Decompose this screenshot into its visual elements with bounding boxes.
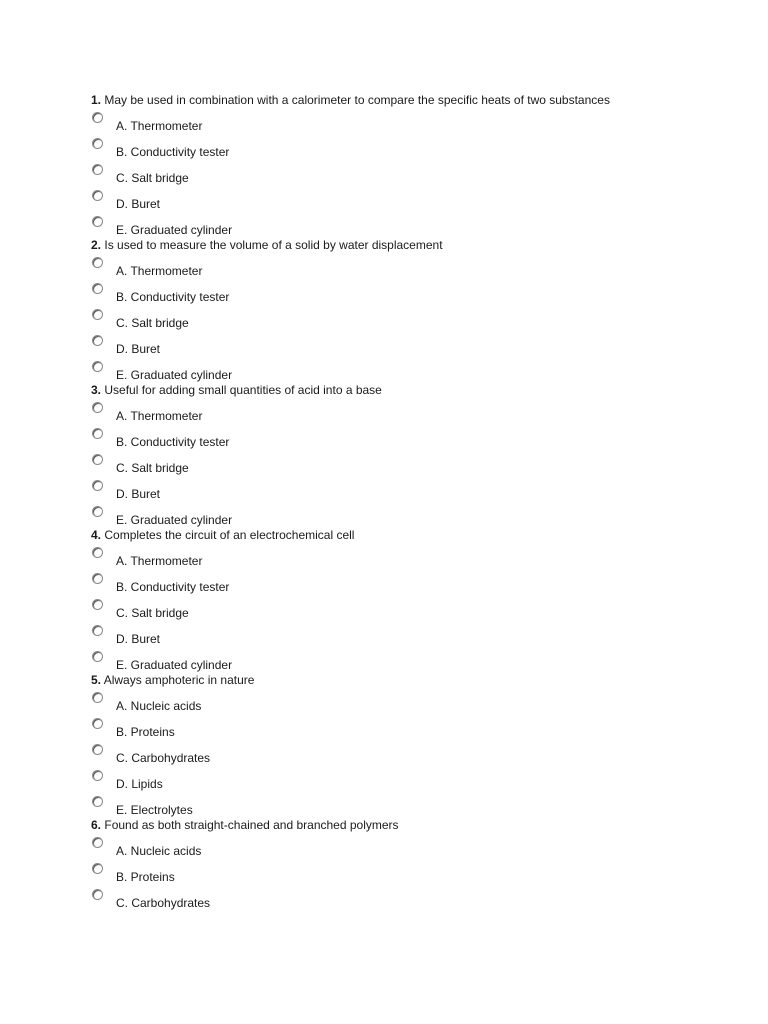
question-text: Useful for adding small quantities of acid into a base <box>104 383 382 397</box>
question-4-option-b-radio[interactable] <box>92 573 103 584</box>
question-1-option-a-label[interactable]: A. Thermometer <box>116 119 203 133</box>
question-2-option-a-label[interactable]: A. Thermometer <box>116 264 203 278</box>
question-number: 6. <box>91 818 102 832</box>
question-1-option-a-radio[interactable] <box>92 112 103 123</box>
question-1-option-b-radio[interactable] <box>92 138 103 149</box>
question-4-prompt <box>91 528 354 542</box>
question-number: 3. <box>91 383 102 397</box>
question-2-option-e-radio[interactable] <box>92 361 103 372</box>
question-3-option-e-radio[interactable] <box>92 506 103 517</box>
question-number: 2. <box>91 238 102 252</box>
question-text: May be used in combination with a calorimeter to compare the specific heats of two substances <box>104 93 610 107</box>
question-number: 5. <box>91 673 102 687</box>
question-1-option-d-label[interactable]: D. Buret <box>116 197 161 211</box>
question-3-option-d-radio[interactable] <box>92 480 103 491</box>
question-2-option-d-label[interactable]: D. Buret <box>116 342 161 356</box>
question-6-option-b-radio[interactable] <box>92 863 103 874</box>
question-5-option-e-radio[interactable] <box>92 796 103 807</box>
question-6-prompt <box>91 818 399 832</box>
question-2-option-d-radio[interactable] <box>92 335 103 346</box>
question-3-option-b-radio[interactable] <box>92 428 103 439</box>
question-3-prompt <box>91 383 382 397</box>
question-5-option-a-radio[interactable] <box>92 692 103 703</box>
question-text: Always amphoteric in nature <box>103 673 255 687</box>
question-text: Is used to measure the volume of a solid by water displacement <box>104 238 443 252</box>
question-1-option-c-label[interactable]: C. Salt bridge <box>116 171 189 185</box>
question-1-option-c-radio[interactable] <box>92 164 103 175</box>
question-5-option-b-radio[interactable] <box>92 718 103 729</box>
question-2-option-a-radio[interactable] <box>92 257 103 268</box>
question-number: 4. <box>91 528 102 542</box>
question-text: Found as both straight-chained and branched polymers <box>104 818 399 832</box>
question-6-option-a-label[interactable]: A. Nucleic acids <box>116 844 202 858</box>
question-2-prompt <box>91 238 443 252</box>
question-5-option-a-label[interactable]: A. Nucleic acids <box>116 699 202 713</box>
question-text: Completes the circuit of an electrochemical cell <box>104 528 355 542</box>
question-4-option-d-label[interactable]: D. Buret <box>116 632 161 646</box>
question-4-option-a-label[interactable]: A. Thermometer <box>116 554 203 568</box>
question-5-prompt <box>91 673 254 687</box>
question-1-option-b-label[interactable]: B. Conductivity tester <box>116 145 230 159</box>
question-4-option-d-radio[interactable] <box>92 625 103 636</box>
question-5-option-b-label[interactable]: B. Proteins <box>116 725 175 739</box>
question-4-option-c-label[interactable]: C. Salt bridge <box>116 606 189 620</box>
question-1-prompt <box>91 93 610 107</box>
question-3-option-d-label[interactable]: D. Buret <box>116 487 161 501</box>
question-5-option-e-label[interactable]: E. Electrolytes <box>116 803 193 817</box>
question-2-option-b-label[interactable]: B. Conductivity tester <box>116 290 230 304</box>
question-3-option-c-radio[interactable] <box>92 454 103 465</box>
question-6-option-b-label[interactable]: B. Proteins <box>116 870 175 884</box>
question-2-option-e-label[interactable]: E. Graduated cylinder <box>116 368 233 382</box>
question-2-option-b-radio[interactable] <box>92 283 103 294</box>
question-5-option-c-radio[interactable] <box>92 744 103 755</box>
question-6-option-c-radio[interactable] <box>92 889 103 900</box>
question-4-option-c-radio[interactable] <box>92 599 103 610</box>
question-4-option-e-label[interactable]: E. Graduated cylinder <box>116 658 233 672</box>
question-1-option-e-label[interactable]: E. Graduated cylinder <box>116 223 233 237</box>
question-5-option-c-label[interactable]: C. Carbohydrates <box>116 751 211 765</box>
question-6-option-c-label[interactable]: C. Carbohydrates <box>116 896 211 910</box>
question-5-option-d-radio[interactable] <box>92 770 103 781</box>
question-2-option-c-radio[interactable] <box>92 309 103 320</box>
question-6-option-a-radio[interactable] <box>92 837 103 848</box>
question-3-option-e-label[interactable]: E. Graduated cylinder <box>116 513 233 527</box>
question-3-option-a-radio[interactable] <box>92 402 103 413</box>
question-3-option-a-label[interactable]: A. Thermometer <box>116 409 203 423</box>
question-3-option-c-label[interactable]: C. Salt bridge <box>116 461 189 475</box>
question-3-option-b-label[interactable]: B. Conductivity tester <box>116 435 230 449</box>
question-4-option-b-label[interactable]: B. Conductivity tester <box>116 580 230 594</box>
question-1-option-e-radio[interactable] <box>92 216 103 227</box>
question-4-option-a-radio[interactable] <box>92 547 103 558</box>
question-number: 1. <box>91 93 102 107</box>
question-1-option-d-radio[interactable] <box>92 190 103 201</box>
question-5-option-d-label[interactable]: D. Lipids <box>116 777 163 791</box>
question-2-option-c-label[interactable]: C. Salt bridge <box>116 316 189 330</box>
question-4-option-e-radio[interactable] <box>92 651 103 662</box>
